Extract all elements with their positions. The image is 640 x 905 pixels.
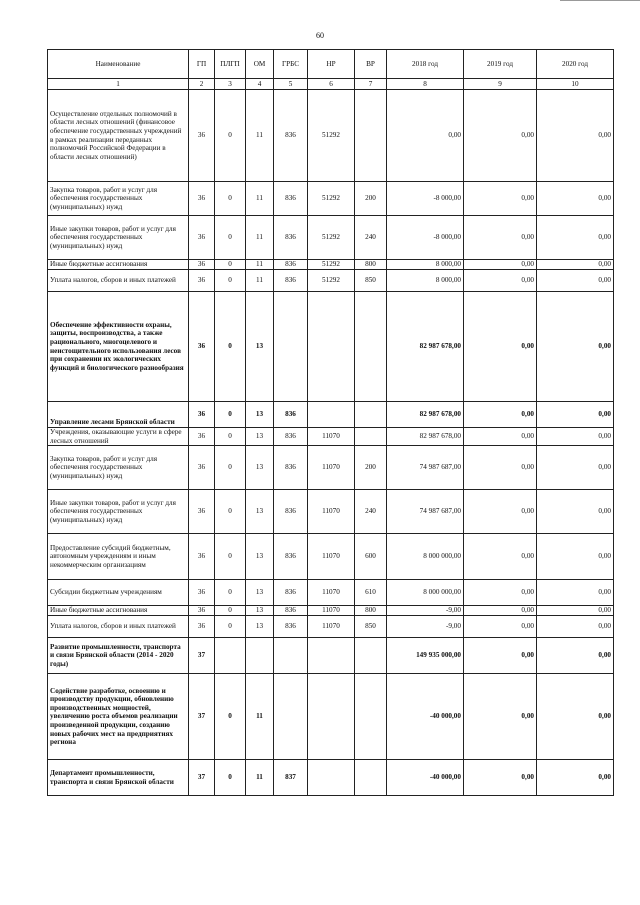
code-cell: 836 [274,606,308,616]
table-row [48,606,614,616]
amount-cell: 0,00 [537,182,614,216]
code-cell: 836 [274,216,308,260]
table-body [48,90,614,796]
column-number-cell: 8 [387,79,464,90]
code-cell [308,760,355,796]
code-cell [355,760,387,796]
table-row [48,428,614,446]
code-cell: 836 [274,580,308,606]
header-cell-2018: 2018 год [387,50,464,79]
amount-cell: 0,00 [464,260,537,270]
header-cell-om: ОМ [246,50,274,79]
page-number: 60 [316,31,324,40]
row-name-cell: Развитие промышленности, транспорта и связи Брянской области (2014 - 2020 годы) [48,638,189,674]
code-cell: 36 [189,446,215,490]
code-cell: 0 [215,490,246,534]
code-cell [274,638,308,674]
column-number-cell: 7 [355,79,387,90]
table-row [48,260,614,270]
code-cell: 13 [246,616,274,638]
code-cell: 11 [246,270,274,292]
amount-cell: 0,00 [464,292,537,402]
table-row [48,490,614,534]
code-cell: 11 [246,674,274,760]
code-cell: 0 [215,580,246,606]
row-name-cell: Департамент промышленности, транспорта и связи Брянской области [48,760,189,796]
row-name-cell: Субсидии бюджетным учреждениям [48,580,189,606]
header-cell-grbs: ГРБС [274,50,308,79]
code-cell [246,638,274,674]
amount-cell: 0,00 [537,428,614,446]
header-cell-2020: 2020 год [537,50,614,79]
code-cell: 0 [215,270,246,292]
code-cell: 13 [246,446,274,490]
table-row [48,402,614,428]
row-name-cell: Предоставление субсидий бюджетным, автономным учреждениям и иным некоммерческим организациям [48,534,189,580]
amount-cell: -9,00 [387,606,464,616]
code-cell: 800 [355,260,387,270]
code-cell: 11070 [308,616,355,638]
code-cell: 36 [189,428,215,446]
header-cell-2019: 2019 год [464,50,537,79]
table-row [48,182,614,216]
code-cell: 51292 [308,260,355,270]
amount-cell: 0,00 [464,428,537,446]
scan-corner-mark [560,0,640,4]
amount-cell: 0,00 [537,638,614,674]
code-cell: 13 [246,428,274,446]
table-row [48,760,614,796]
amount-cell: -40 000,00 [387,760,464,796]
header-row [48,50,614,79]
amount-cell: 0,00 [464,580,537,606]
code-cell: 11070 [308,606,355,616]
code-cell: 850 [355,616,387,638]
amount-cell: 74 987 687,00 [387,446,464,490]
row-name-cell: Иные бюджетные ассигнования [48,606,189,616]
amount-cell: 8 000 000,00 [387,534,464,580]
header-cell-nr: НР [308,50,355,79]
code-cell: 836 [274,534,308,580]
table-row [48,292,614,402]
code-cell: 0 [215,534,246,580]
amount-cell: 0,00 [537,292,614,402]
code-cell: 13 [246,292,274,402]
code-cell: 36 [189,534,215,580]
code-cell: 36 [189,90,215,182]
code-cell: 13 [246,534,274,580]
row-name-cell: Обеспечение эффективности охраны, защиты, воспроизводства, а также рационального, многоцелевого и неистощительного использования лесов при сохранении их экологических функций и биологического разнообразия [48,292,189,402]
amount-cell: 0,00 [537,446,614,490]
amount-cell: -40 000,00 [387,674,464,760]
column-number-cell: 9 [464,79,537,90]
code-cell: 240 [355,490,387,534]
row-name-cell: Иные бюджетные ассигнования [48,260,189,270]
amount-cell: 0,00 [464,402,537,428]
row-name-cell: Закупка товаров, работ и услуг для обеспечения государственных (муниципальных) нужд [48,182,189,216]
code-cell: 837 [274,760,308,796]
code-cell: 0 [215,616,246,638]
code-cell: 37 [189,760,215,796]
row-name-cell: Управление лесами Брянской области [48,402,189,428]
code-cell: 0 [215,428,246,446]
code-cell [308,638,355,674]
column-number-cell: 10 [537,79,614,90]
amount-cell: 0,00 [464,90,537,182]
code-cell: 0 [215,292,246,402]
code-cell: 836 [274,446,308,490]
code-cell: 0 [215,760,246,796]
column-number-cell: 5 [274,79,308,90]
table-row [48,446,614,490]
amount-cell: 8 000,00 [387,270,464,292]
code-cell: 836 [274,490,308,534]
code-cell: 13 [246,580,274,606]
table-row [48,216,614,260]
code-cell [274,292,308,402]
code-cell: 0 [215,260,246,270]
code-cell: 11070 [308,580,355,606]
amount-cell: 149 935 000,00 [387,638,464,674]
code-cell: 51292 [308,270,355,292]
code-cell: 36 [189,490,215,534]
amount-cell: 0,00 [537,402,614,428]
code-cell [215,638,246,674]
code-cell [355,428,387,446]
code-cell [355,638,387,674]
column-number-cell: 2 [189,79,215,90]
row-name-cell: Учреждения, оказывающие услуги в сфере лесных отношений [48,428,189,446]
column-number-row [48,79,614,90]
code-cell [308,402,355,428]
header-cell-name: Наименование [48,50,189,79]
code-cell: 0 [215,446,246,490]
amount-cell: 0,00 [464,490,537,534]
code-cell: 0 [215,674,246,760]
column-number-cell: 6 [308,79,355,90]
code-cell [355,674,387,760]
code-cell: 11 [246,90,274,182]
amount-cell: 8 000 000,00 [387,580,464,606]
code-cell: 11070 [308,446,355,490]
column-number-cell: 4 [246,79,274,90]
amount-cell: 0,00 [464,216,537,260]
code-cell: 0 [215,90,246,182]
code-cell: 0 [215,402,246,428]
table-row [48,638,614,674]
amount-cell: 0,00 [464,270,537,292]
table-row [48,616,614,638]
amount-cell: 82 987 678,00 [387,428,464,446]
code-cell: 610 [355,580,387,606]
row-name-cell: Уплата налогов, сборов и иных платежей [48,270,189,292]
code-cell: 836 [274,182,308,216]
code-cell: 36 [189,606,215,616]
code-cell: 800 [355,606,387,616]
amount-cell: 82 987 678,00 [387,402,464,428]
code-cell [355,292,387,402]
amount-cell: 8 000,00 [387,260,464,270]
code-cell: 600 [355,534,387,580]
amount-cell: 0,00 [537,270,614,292]
code-cell: 36 [189,616,215,638]
code-cell: 37 [189,674,215,760]
header-cell-vr: ВР [355,50,387,79]
code-cell: 0 [215,182,246,216]
code-cell: 240 [355,216,387,260]
code-cell [308,674,355,760]
table-header [48,50,614,90]
amount-cell: 0,00 [537,534,614,580]
table-row [48,90,614,182]
code-cell: 836 [274,90,308,182]
amount-cell: 0,00 [464,534,537,580]
column-number-cell: 1 [48,79,189,90]
amount-cell: 0,00 [464,182,537,216]
code-cell [355,402,387,428]
table-row [48,674,614,760]
amount-cell: 0,00 [464,638,537,674]
code-cell: 836 [274,270,308,292]
code-cell: 11 [246,216,274,260]
code-cell: 836 [274,402,308,428]
code-cell: 36 [189,580,215,606]
budget-table [47,49,614,796]
code-cell: 11070 [308,428,355,446]
code-cell: 11 [246,260,274,270]
amount-cell: 0,00 [537,580,614,606]
code-cell: 36 [189,182,215,216]
code-cell: 11070 [308,534,355,580]
row-name-cell: Иные закупки товаров, работ и услуг для обеспечения государственных (муниципальных) нужд [48,490,189,534]
code-cell: 836 [274,616,308,638]
code-cell: 51292 [308,216,355,260]
amount-cell: -9,00 [387,616,464,638]
amount-cell: -8 000,00 [387,216,464,260]
amount-cell: 0,00 [537,490,614,534]
code-cell: 200 [355,182,387,216]
column-number-cell: 3 [215,79,246,90]
row-name-cell: Закупка товаров, работ и услуг для обеспечения государственных (муниципальных) нужд [48,446,189,490]
table-row [48,580,614,606]
amount-cell: 0,00 [537,216,614,260]
code-cell: 13 [246,402,274,428]
code-cell: 36 [189,260,215,270]
code-cell: 836 [274,260,308,270]
code-cell: 36 [189,270,215,292]
amount-cell: 0,00 [537,616,614,638]
code-cell: 11 [246,760,274,796]
amount-cell: 0,00 [537,90,614,182]
code-cell: 11 [246,182,274,216]
amount-cell: 74 987 687,00 [387,490,464,534]
code-cell [355,90,387,182]
table-row [48,270,614,292]
code-cell [308,292,355,402]
code-cell: 36 [189,402,215,428]
code-cell: 11070 [308,490,355,534]
header-cell-gp: ГП [189,50,215,79]
header-cell-plgp: ПЛГП [215,50,246,79]
code-cell: 51292 [308,182,355,216]
code-cell: 13 [246,606,274,616]
row-name-cell: Осуществление отдельных полномочий в области лесных отношений (финансовое обеспечение государственных учреждений в рамках реализации переданных полномочий Российской Федерации в области лесных отношений) [48,90,189,182]
amount-cell: 0,00 [387,90,464,182]
amount-cell: -8 000,00 [387,182,464,216]
code-cell: 0 [215,216,246,260]
code-cell: 850 [355,270,387,292]
code-cell: 0 [215,606,246,616]
code-cell: 51292 [308,90,355,182]
table-row [48,534,614,580]
amount-cell: 0,00 [537,606,614,616]
code-cell: 37 [189,638,215,674]
row-name-cell: Уплата налогов, сборов и иных платежей [48,616,189,638]
code-cell: 36 [189,216,215,260]
row-name-cell: Содействие разработке, освоению и производству продукции, обновлению производственных мощностей, увеличению роста объемов реализации произведенной продукции, созданию новых рабочих мест на предприятиях региона [48,674,189,760]
row-name-cell: Иные закупки товаров, работ и услуг для обеспечения государственных (муниципальных) нужд [48,216,189,260]
amount-cell: 0,00 [537,260,614,270]
amount-cell: 0,00 [464,760,537,796]
code-cell: 36 [189,292,215,402]
amount-cell: 0,00 [464,616,537,638]
amount-cell: 0,00 [537,674,614,760]
amount-cell: 0,00 [464,674,537,760]
code-cell: 13 [246,490,274,534]
amount-cell: 0,00 [464,446,537,490]
code-cell: 836 [274,428,308,446]
amount-cell: 0,00 [464,606,537,616]
amount-cell: 82 987 678,00 [387,292,464,402]
code-cell [274,674,308,760]
code-cell: 200 [355,446,387,490]
amount-cell: 0,00 [537,760,614,796]
